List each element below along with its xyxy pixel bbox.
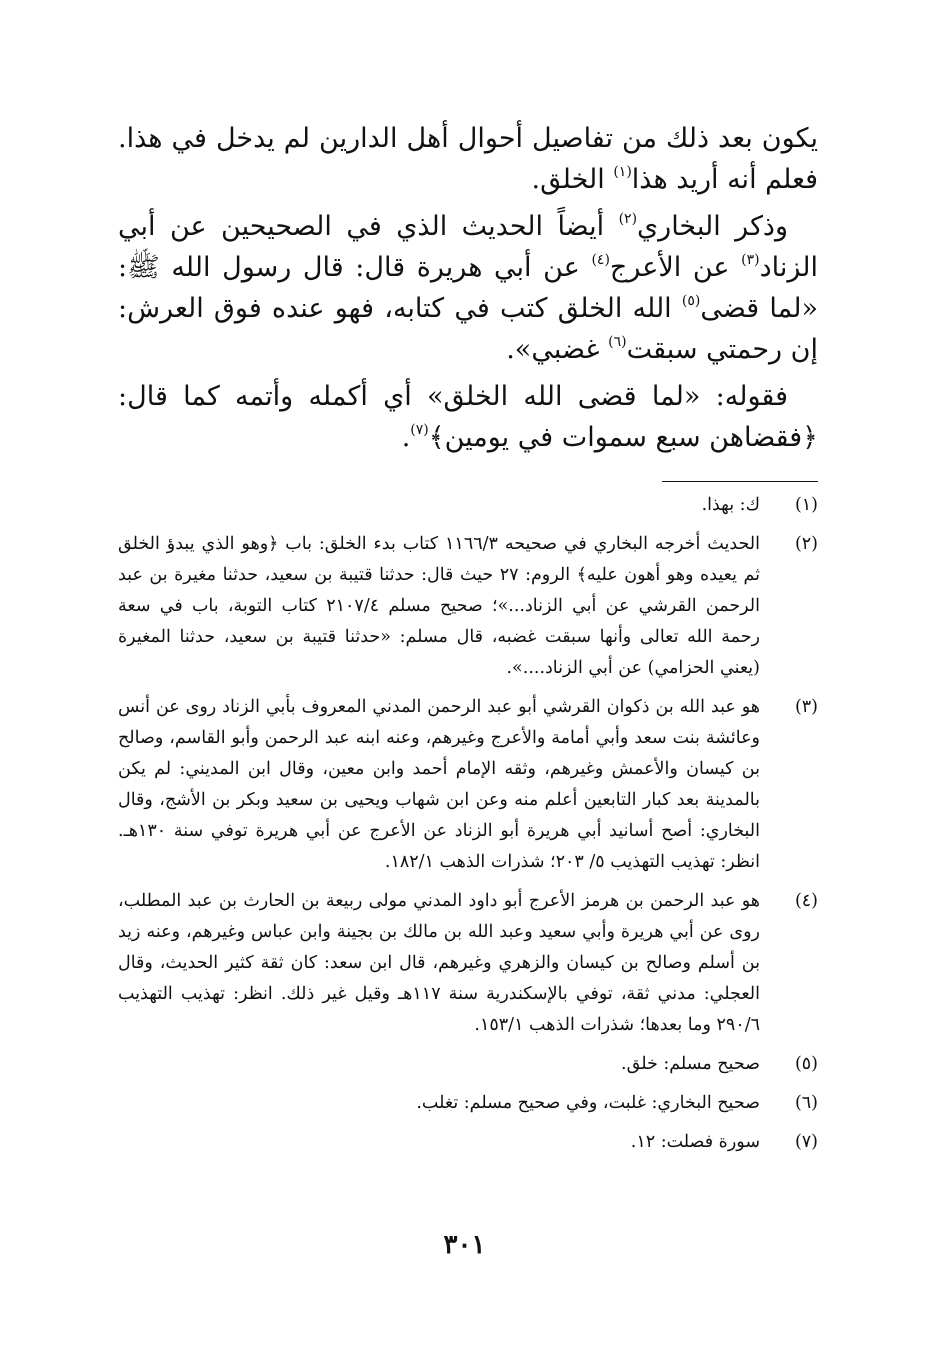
- footnotes: [118, 490, 818, 1166]
- paragraph-1: [118, 118, 818, 200]
- text-run: الله الخلق كتب في كتابه، فهو عنده فوق العرش: إن رحمتي سبقت: [118, 293, 818, 365]
- page-number: ٣٠١: [443, 1230, 486, 1260]
- footnote: [118, 1049, 818, 1080]
- footnote-number: (٦): [794, 1093, 818, 1113]
- footnote-number: (٤): [794, 891, 818, 911]
- footnote-ref-6[interactable]: (٦): [608, 334, 627, 350]
- main-text: [118, 118, 818, 464]
- text-run: وذكر البخاري: [637, 211, 788, 242]
- text-run: يكون بعد ذلك من تفاصيل أحوال أهل الدارين لم يدخل في هذا. فعلم أنه أريد هذا: [118, 123, 818, 195]
- footnote-ref-1[interactable]: (١): [613, 164, 632, 180]
- footnote-text: صحيح مسلم: خلق.: [621, 1054, 760, 1074]
- text-run: عن أبي هريرة قال: قال رسول الله ﷺ: «لما قضى: [118, 252, 818, 324]
- footnote-text: صحيح البخاري: غلبت، وفي صحيح مسلم: تغلب.: [416, 1093, 760, 1113]
- footnote-text: الحديث أخرجه البخاري في صحيحه ١١٦٦/٣ كتاب بدء الخلق: باب ﴿وهو الذي يبدؤ الخلق ثم يعيده وهو أهون عليه﴾ الروم: ٢٧ حيث قال: حدثنا قتيبة بن سعيد، حدثنا مغيرة بن عبد الرحمن القرشي عن أبي الزناد...»؛ صحيح مسلم ٢١٠٧/٤ كتاب التوبة، باب في سعة رحمة الله تعالى وأنها سبقت غضبه، قال مسلم: «حدثنا قتيبة بن سعيد، حدثنا المغيرة (يعني الحزامي) عن أبي الزناد....».: [118, 534, 761, 678]
- paragraph-3: [118, 376, 818, 458]
- footnote-number: (١): [794, 495, 818, 515]
- footnote-number: (٥): [794, 1054, 818, 1074]
- footnote-number: (٧): [794, 1132, 818, 1152]
- footnote-ref-5[interactable]: (٥): [681, 293, 701, 309]
- footnote-text: سورة فصلت: ١٢.: [630, 1132, 760, 1152]
- footnote-number: (٣): [794, 697, 818, 717]
- footnote-text: هو عبد الرحمن بن هرمز الأعرج أبو داود المدني مولى ربيعة بن الحارث بن عبد المطلب، روى عن أبي هريرة وأبي سعيد وعبد الله بن مالك بن بجينة وابن عباس وغيرهم، وعنه زيد بن أسلم وصالح بن كيسان والزهري وغيرهم، قال ابن سعد: كان ثقة كثير الحديث، وقال العجلي: مدني ثقة، توفي بالإسكندرية سنة ١١٧هـ وقيل غير ذلك. انظر: تهذيب التهذيب ٢٩٠/٦ وما بعدها؛ شذرات الذهب ١٥٣/١.: [118, 891, 760, 1035]
- footnote: [118, 490, 818, 521]
- footnote-number: (٢): [794, 534, 818, 554]
- footnote: [118, 529, 818, 684]
- footnote-ref-4[interactable]: (٤): [591, 252, 610, 268]
- footnote: [118, 1088, 818, 1119]
- footnote: [118, 1127, 818, 1158]
- paragraph-2: [118, 206, 818, 370]
- text-run: الخلق.: [531, 164, 614, 195]
- text-run: غضبي».: [506, 334, 609, 365]
- footnote: [118, 886, 818, 1041]
- footnote-text: ك: بهذا.: [701, 495, 760, 515]
- text-run: .: [401, 422, 411, 453]
- footnote-ref-2[interactable]: (٢): [618, 211, 638, 227]
- text-run: فقوله: «لما قضى الله الخلق» أي أكمله وأتمه كما قال: ﴿فقضاهن سبع سموات في يومين﴾: [118, 381, 818, 453]
- footnote-ref-7[interactable]: (٧): [410, 422, 429, 438]
- text-run: أيضاً الحديث الذي في الصحيحين عن أبي الزناد: [118, 211, 819, 283]
- footnote: [118, 692, 818, 878]
- text-run: عن الأعرج: [609, 252, 742, 283]
- footnote-text: هو عبد الله بن ذكوان القرشي أبو عبد الرحمن المدني المعروف بأبي الزناد روى عن أنس وعائشة بنت سعد وأبي أمامة والأعرج وغيرهم، وعنه ابنه عبد الرحمن وأبو القاسم، وصالح بن كيسان والأعمش وغيرهم، وثقه الإمام أحمد وابن معين، وقال ابن المديني: لم يكن بالمدينة بعد كبار التابعين أعلم منه وعن ابن شهاب ويحيى بن سعيد وبكر بن الأشج، وقال البخاري: أصح أسانيد أبي هريرة أبو الزناد عن الأعرج عن أبي هريرة توفي سنة ١٣٠هـ. انظر: تهذيب التهذيب ٥/ ٢٠٣؛ شذرات الذهب ١٨٢/١.: [118, 697, 760, 872]
- footnote-ref-3[interactable]: (٣): [741, 252, 760, 268]
- footnote-separator: [662, 481, 818, 482]
